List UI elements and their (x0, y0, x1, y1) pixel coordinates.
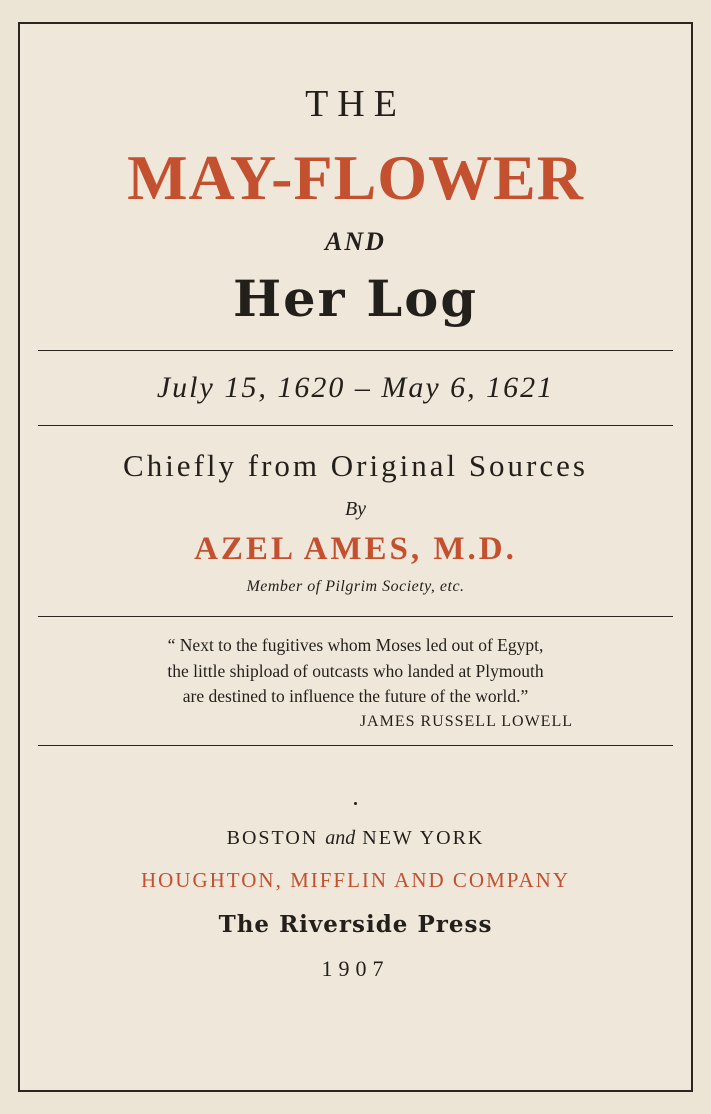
ornament-dot (354, 802, 357, 805)
date-range: July 15, 1620 – May 6, 1621 (156, 371, 555, 405)
city-new-york: NEW YORK (362, 827, 485, 850)
imprint-block (38, 746, 673, 1076)
publication-year: 1907 (321, 956, 390, 982)
epigraph-line: “ Next to the fugitives whom Moses led out of Egypt, (167, 635, 544, 656)
press-name: The Riverside Press (218, 911, 493, 939)
page-border-frame (18, 22, 693, 1092)
author-block (38, 426, 673, 616)
epigraph-line: the little shipload of outcasts who landed at Plymouth (167, 660, 544, 681)
source-line: Chiefly from Original Sources (123, 448, 588, 484)
epigraph-line: are destined to influence the future of the world.” (182, 685, 529, 706)
book-title: MAY-FLOWER (127, 142, 584, 213)
city-boston: BOSTON (226, 827, 319, 850)
publisher-name: HOUGHTON, MIFFLIN AND COMPANY (140, 868, 571, 893)
epigraph-attribution: JAMES RUSSELL LOWELL (359, 713, 573, 731)
author-affiliation: Member of Pilgrim Society, etc. (246, 578, 465, 596)
the-word: THE (305, 83, 406, 125)
city-conjunction: and (325, 827, 356, 850)
author-name: AZEL AMES, M.D. (194, 531, 517, 568)
and-connector: AND (325, 227, 386, 257)
by-label: By (344, 498, 367, 521)
book-subtitle: Her Log (232, 269, 479, 329)
title-page-content (38, 38, 673, 1076)
title-block (38, 38, 673, 350)
epigraph-block (38, 617, 673, 745)
publication-cities (38, 827, 673, 850)
date-range-block (38, 351, 673, 425)
